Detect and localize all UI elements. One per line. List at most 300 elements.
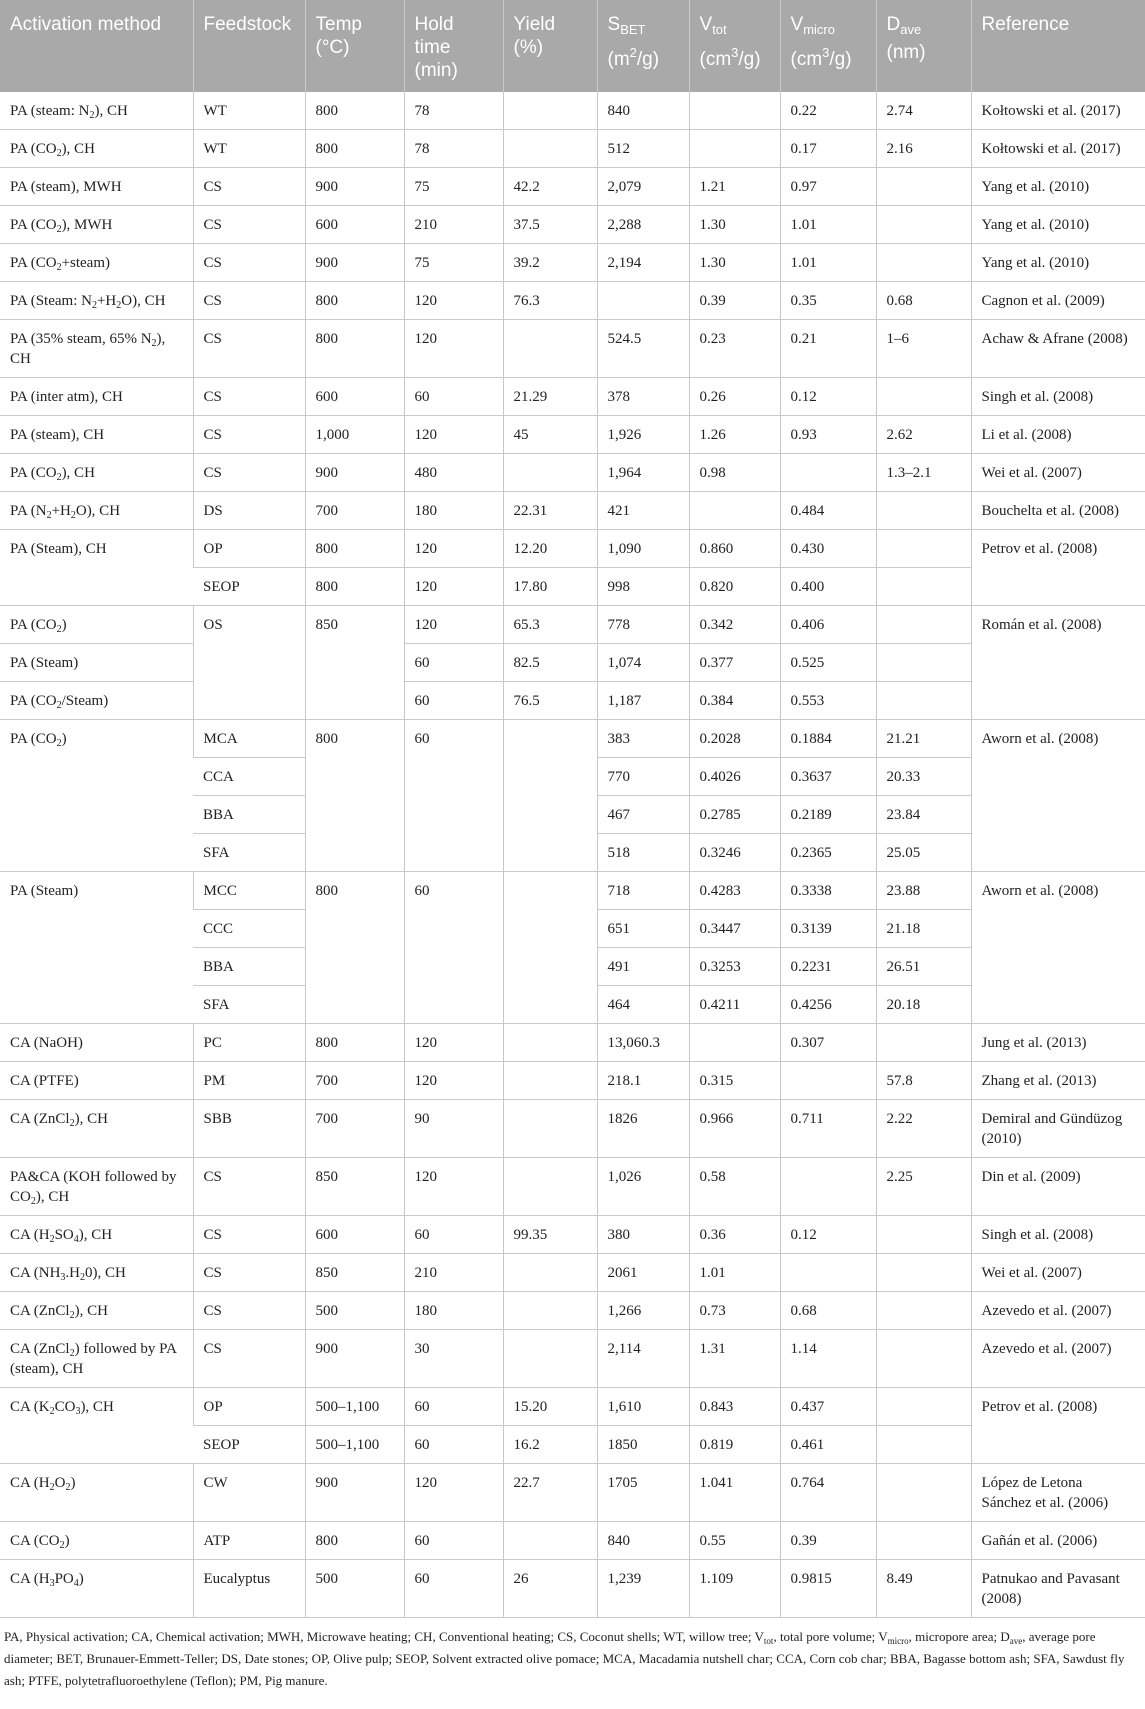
reference-cell: Petrov et al. (2008)	[971, 530, 1145, 606]
hold-time-cell: 60	[404, 1426, 503, 1464]
activation-method-cell: CA (ZnCl$_2$), CH	[0, 1100, 193, 1158]
hold-time-cell: 120	[404, 1158, 503, 1216]
sbet-cell: 464	[597, 986, 689, 1024]
temp-cell: 800	[305, 320, 404, 378]
temp-cell: 800	[305, 92, 404, 130]
temp-cell: 900	[305, 244, 404, 282]
hold-time-cell: 78	[404, 92, 503, 130]
hold-time-cell: 60	[404, 1216, 503, 1254]
yield-cell	[503, 454, 597, 492]
temp-cell: 800	[305, 1024, 404, 1062]
sbet-cell: 2061	[597, 1254, 689, 1292]
dave-cell	[876, 244, 971, 282]
reference-cell: Azevedo et al. (2007)	[971, 1330, 1145, 1388]
vtot-cell: 0.315	[689, 1062, 780, 1100]
vtot-cell: 0.2785	[689, 796, 780, 834]
hold-time-cell: 120	[404, 568, 503, 606]
temp-cell: 850	[305, 1158, 404, 1216]
sbet-cell: 2,288	[597, 206, 689, 244]
sbet-cell: 380	[597, 1216, 689, 1254]
vtot-cell: 0.843	[689, 1388, 780, 1426]
yield-cell	[503, 1100, 597, 1158]
vtot-cell: 0.966	[689, 1100, 780, 1158]
header-hold-time: Hold time (min)	[404, 0, 503, 92]
vtot-cell: 0.23	[689, 320, 780, 378]
yield-cell	[503, 1062, 597, 1100]
sbet-cell	[597, 282, 689, 320]
feedstock-cell: CS	[193, 320, 305, 378]
table-row	[0, 92, 1145, 130]
vtot-cell: 1.041	[689, 1464, 780, 1522]
table-row	[0, 1100, 1145, 1158]
vtot-cell: 0.36	[689, 1216, 780, 1254]
reference-cell: Wei et al. (2007)	[971, 1254, 1145, 1292]
hold-time-cell: 120	[404, 282, 503, 320]
temp-cell: 500	[305, 1560, 404, 1618]
activation-method-cell: CA (NaOH)	[0, 1024, 193, 1062]
header-feedstock: Feedstock	[193, 0, 305, 92]
header-temp: Temp (°C)	[305, 0, 404, 92]
yield-cell: 42.2	[503, 168, 597, 206]
header-vmicro: $V_{micro}$ $(cm^3/g)$	[780, 0, 876, 92]
table-row	[0, 206, 1145, 244]
vmicro-cell: 0.9815	[780, 1560, 876, 1618]
vtot-cell	[689, 130, 780, 168]
reference-cell: Yang et al. (2010)	[971, 244, 1145, 282]
vmicro-cell: 0.2231	[780, 948, 876, 986]
temp-cell: 800	[305, 720, 404, 872]
sbet-cell: 840	[597, 1522, 689, 1560]
temp-cell: 800	[305, 872, 404, 1024]
yield-cell	[503, 720, 597, 872]
feedstock-cell: CCC	[193, 910, 305, 948]
vtot-cell: 0.342	[689, 606, 780, 644]
temp-cell: 900	[305, 1330, 404, 1388]
reference-cell: Aworn et al. (2008)	[971, 872, 1145, 1024]
dave-cell	[876, 168, 971, 206]
temp-cell: 800	[305, 530, 404, 568]
vtot-cell: 0.73	[689, 1292, 780, 1330]
activation-method-cell: CA $(CO_2)$	[0, 1522, 193, 1560]
hold-time-cell: 60	[404, 644, 503, 682]
feedstock-cell: CS	[193, 416, 305, 454]
vtot-cell: 0.26	[689, 378, 780, 416]
vtot-cell: 0.4026	[689, 758, 780, 796]
yield-cell: 17.80	[503, 568, 597, 606]
vmicro-cell: 0.35	[780, 282, 876, 320]
feedstock-cell: SFA	[193, 986, 305, 1024]
temp-cell: 600	[305, 378, 404, 416]
header-vtot: $V_{tot}$ $(cm^3/g)$	[689, 0, 780, 92]
reference-cell: Jung et al. (2013)	[971, 1024, 1145, 1062]
feedstock-cell: Eucalyptus	[193, 1560, 305, 1618]
temp-cell: 800	[305, 1522, 404, 1560]
reference-cell: Petrov et al. (2008)	[971, 1388, 1145, 1464]
reference-cell: Azevedo et al. (2007)	[971, 1292, 1145, 1330]
yield-cell: 21.29	[503, 378, 597, 416]
activation-method-cell: PA $(CO_2)$, CH	[0, 454, 193, 492]
dave-cell	[876, 1388, 971, 1426]
reference-cell: Singh et al. (2008)	[971, 378, 1145, 416]
vtot-cell: 1.31	[689, 1330, 780, 1388]
hold-time-cell: 120	[404, 416, 503, 454]
dave-cell	[876, 1330, 971, 1388]
sbet-cell: 770	[597, 758, 689, 796]
sbet-cell: 1,964	[597, 454, 689, 492]
vtot-cell: 1.01	[689, 1254, 780, 1292]
vmicro-cell	[780, 1062, 876, 1100]
dave-cell	[876, 644, 971, 682]
dave-cell	[876, 1254, 971, 1292]
table-row	[0, 1216, 1145, 1254]
yield-cell	[503, 1292, 597, 1330]
table-row	[0, 1254, 1145, 1292]
yield-cell: 45	[503, 416, 597, 454]
table-row	[0, 282, 1145, 320]
dave-cell: 20.18	[876, 986, 971, 1024]
activation-method-cell: PA (Steam), CH	[0, 530, 193, 606]
vmicro-cell: 0.2189	[780, 796, 876, 834]
feedstock-cell: CS	[193, 206, 305, 244]
vmicro-cell	[780, 1158, 876, 1216]
reference-cell: Achaw & Afrane (2008)	[971, 320, 1145, 378]
dave-cell	[876, 206, 971, 244]
vtot-cell: 0.820	[689, 568, 780, 606]
temp-cell: 900	[305, 454, 404, 492]
dave-cell: 20.33	[876, 758, 971, 796]
vtot-cell: 0.3253	[689, 948, 780, 986]
sbet-cell: 1,187	[597, 682, 689, 720]
vtot-cell	[689, 492, 780, 530]
sbet-cell: 524.5	[597, 320, 689, 378]
dave-cell: 2.16	[876, 130, 971, 168]
dave-cell	[876, 1464, 971, 1522]
yield-cell	[503, 320, 597, 378]
sbet-cell: 651	[597, 910, 689, 948]
reference-cell: Wei et al. (2007)	[971, 454, 1145, 492]
vtot-cell: 0.4211	[689, 986, 780, 1024]
yield-cell: 12.20	[503, 530, 597, 568]
table-row	[0, 1464, 1145, 1522]
dave-cell: 57.8	[876, 1062, 971, 1100]
hold-time-cell: 90	[404, 1100, 503, 1158]
yield-cell: 16.2	[503, 1426, 597, 1464]
sbet-cell: 518	[597, 834, 689, 872]
reference-cell: Demiral and Gündüzog (2010)	[971, 1100, 1145, 1158]
header-activation-method: Activation method	[0, 0, 193, 92]
vmicro-cell: 0.1884	[780, 720, 876, 758]
yield-cell: 39.2	[503, 244, 597, 282]
sbet-cell: 1850	[597, 1426, 689, 1464]
activation-method-cell: PA $(CO_2)$	[0, 606, 193, 644]
hold-time-cell: 75	[404, 168, 503, 206]
table-row	[0, 168, 1145, 206]
temp-cell: 900	[305, 168, 404, 206]
table-row	[0, 416, 1145, 454]
vmicro-cell: 0.17	[780, 130, 876, 168]
reference-cell: Román et al. (2008)	[971, 606, 1145, 720]
dave-cell	[876, 492, 971, 530]
activation-method-cell: CA $(H_3PO_4)$	[0, 1560, 193, 1618]
temp-cell: 800	[305, 568, 404, 606]
table-row	[0, 1158, 1145, 1216]
yield-cell	[503, 1522, 597, 1560]
activation-method-cell: PA $(CO_2)$	[0, 720, 193, 872]
vmicro-cell	[780, 454, 876, 492]
temp-cell: 500–1,100	[305, 1426, 404, 1464]
hold-time-cell: 30	[404, 1330, 503, 1388]
temp-cell: 800	[305, 130, 404, 168]
activation-method-cell: PA (steam: $N_2$), CH	[0, 92, 193, 130]
feedstock-cell: CS	[193, 378, 305, 416]
reference-cell: Din et al. (2009)	[971, 1158, 1145, 1216]
sbet-cell: 1826	[597, 1100, 689, 1158]
activation-method-cell: PA (Steam)	[0, 872, 193, 1024]
header-reference: Reference	[971, 0, 1145, 92]
yield-cell	[503, 1254, 597, 1292]
vmicro-cell: 0.3338	[780, 872, 876, 910]
vmicro-cell: 0.406	[780, 606, 876, 644]
temp-cell: 700	[305, 1100, 404, 1158]
vtot-cell: 1.26	[689, 416, 780, 454]
feedstock-cell: CS	[193, 454, 305, 492]
vmicro-cell: 0.22	[780, 92, 876, 130]
hold-time-cell: 60	[404, 1560, 503, 1618]
sbet-cell: 383	[597, 720, 689, 758]
vmicro-cell: 0.484	[780, 492, 876, 530]
vtot-cell: 1.30	[689, 244, 780, 282]
sbet-cell: 2,079	[597, 168, 689, 206]
feedstock-cell: SFA	[193, 834, 305, 872]
hold-time-cell: 120	[404, 1464, 503, 1522]
dave-cell	[876, 606, 971, 644]
temp-cell: 700	[305, 492, 404, 530]
activation-method-cell: PA (Steam)	[0, 644, 193, 682]
dave-cell: 26.51	[876, 948, 971, 986]
dave-cell	[876, 530, 971, 568]
activation-method-cell: PA (35% steam, 65% $N_2$), CH	[0, 320, 193, 378]
yield-cell: 22.31	[503, 492, 597, 530]
feedstock-cell: CW	[193, 1464, 305, 1522]
vmicro-cell: 0.430	[780, 530, 876, 568]
sbet-cell: 467	[597, 796, 689, 834]
sbet-cell: 1,090	[597, 530, 689, 568]
vmicro-cell: 0.39	[780, 1522, 876, 1560]
reference-cell: López de Letona Sánchez et al. (2006)	[971, 1464, 1145, 1522]
feedstock-cell: SEOP	[193, 1426, 305, 1464]
yield-cell: 82.5	[503, 644, 597, 682]
vmicro-cell: 0.400	[780, 568, 876, 606]
header-sbet: $S_{BET}$ $(m^2/g)$	[597, 0, 689, 92]
temp-cell: 500	[305, 1292, 404, 1330]
temp-cell: 800	[305, 282, 404, 320]
activation-method-cell: PA&CA (KOH followed by $CO_2$), CH	[0, 1158, 193, 1216]
activation-method-cell: PA (steam), MWH	[0, 168, 193, 206]
table-row	[0, 1292, 1145, 1330]
reference-cell: Zhang et al. (2013)	[971, 1062, 1145, 1100]
vmicro-cell	[780, 1254, 876, 1292]
dave-cell: 0.68	[876, 282, 971, 320]
yield-cell	[503, 92, 597, 130]
dave-cell	[876, 568, 971, 606]
vtot-cell: 0.4283	[689, 872, 780, 910]
hold-time-cell: 60	[404, 378, 503, 416]
vmicro-cell: 0.21	[780, 320, 876, 378]
vmicro-cell: 1.14	[780, 1330, 876, 1388]
sbet-cell: 840	[597, 92, 689, 130]
vtot-cell: 0.55	[689, 1522, 780, 1560]
sbet-cell: 13,060.3	[597, 1024, 689, 1062]
hold-time-cell: 480	[404, 454, 503, 492]
table-body	[0, 92, 1145, 1618]
vmicro-cell: 0.2365	[780, 834, 876, 872]
sbet-cell: 1,074	[597, 644, 689, 682]
vmicro-cell: 0.711	[780, 1100, 876, 1158]
feedstock-cell: PC	[193, 1024, 305, 1062]
activation-method-cell: CA (ZnCl$_2$), CH	[0, 1292, 193, 1330]
feedstock-cell: BBA	[193, 796, 305, 834]
vtot-cell: 0.2028	[689, 720, 780, 758]
yield-cell: 76.5	[503, 682, 597, 720]
hold-time-cell: 78	[404, 130, 503, 168]
sbet-cell: 778	[597, 606, 689, 644]
table-row	[0, 454, 1145, 492]
feedstock-cell: CS	[193, 1292, 305, 1330]
feedstock-cell: PM	[193, 1062, 305, 1100]
temp-cell: 600	[305, 206, 404, 244]
vtot-cell: 0.58	[689, 1158, 780, 1216]
activation-method-cell: CA $(K_2CO_3)$, CH	[0, 1388, 193, 1464]
sbet-cell: 1,239	[597, 1560, 689, 1618]
reference-cell: Li et al. (2008)	[971, 416, 1145, 454]
feedstock-cell: OS	[193, 606, 305, 720]
vmicro-cell: 0.93	[780, 416, 876, 454]
dave-cell: 2.74	[876, 92, 971, 130]
feedstock-cell: OP	[193, 1388, 305, 1426]
temp-cell: 700	[305, 1062, 404, 1100]
reference-cell: Aworn et al. (2008)	[971, 720, 1145, 872]
yield-cell	[503, 130, 597, 168]
dave-cell: 23.88	[876, 872, 971, 910]
temp-cell: 900	[305, 1464, 404, 1522]
dave-cell: 25.05	[876, 834, 971, 872]
hold-time-cell: 210	[404, 1254, 503, 1292]
vmicro-cell: 0.461	[780, 1426, 876, 1464]
activation-method-cell: PA (Steam: $N_2+H_2O$), CH	[0, 282, 193, 320]
feedstock-cell: CS	[193, 1158, 305, 1216]
reference-cell: Bouchelta et al. (2008)	[971, 492, 1145, 530]
yield-cell	[503, 1158, 597, 1216]
vmicro-cell: 1.01	[780, 206, 876, 244]
vmicro-cell: 0.553	[780, 682, 876, 720]
vmicro-cell: 0.3139	[780, 910, 876, 948]
table-row	[0, 530, 1145, 568]
activation-method-cell: CA $(H_2SO_4)$, CH	[0, 1216, 193, 1254]
hold-time-cell: 120	[404, 1024, 503, 1062]
table-row	[0, 720, 1145, 758]
yield-cell	[503, 1330, 597, 1388]
hold-time-cell: 180	[404, 1292, 503, 1330]
temp-cell: 850	[305, 606, 404, 720]
hold-time-cell: 60	[404, 682, 503, 720]
feedstock-cell: CS	[193, 244, 305, 282]
hold-time-cell: 180	[404, 492, 503, 530]
vtot-cell: 1.21	[689, 168, 780, 206]
vtot-cell	[689, 92, 780, 130]
feedstock-cell: CS	[193, 282, 305, 320]
table-row	[0, 872, 1145, 910]
feedstock-cell: CS	[193, 168, 305, 206]
feedstock-cell: ATP	[193, 1522, 305, 1560]
feedstock-cell: OP	[193, 530, 305, 568]
hold-time-cell: 120	[404, 530, 503, 568]
vmicro-cell: 1.01	[780, 244, 876, 282]
vtot-cell: 1.109	[689, 1560, 780, 1618]
reference-cell: Yang et al. (2010)	[971, 168, 1145, 206]
activation-method-cell: PA $(CO_2)$, CH	[0, 130, 193, 168]
vmicro-cell: 0.764	[780, 1464, 876, 1522]
yield-cell: 65.3	[503, 606, 597, 644]
activation-method-cell: PA (steam), CH	[0, 416, 193, 454]
dave-cell	[876, 378, 971, 416]
vtot-cell: 1.30	[689, 206, 780, 244]
activation-method-cell: CA $(H_2O_2)$	[0, 1464, 193, 1522]
dave-cell	[876, 1292, 971, 1330]
table-row	[0, 1330, 1145, 1388]
activation-method-cell: PA (inter atm), CH	[0, 378, 193, 416]
vtot-cell: 0.819	[689, 1426, 780, 1464]
sbet-cell: 1,610	[597, 1388, 689, 1426]
feedstock-cell: SEOP	[193, 568, 305, 606]
dave-cell: 1–6	[876, 320, 971, 378]
reference-cell: Gañán et al. (2006)	[971, 1522, 1145, 1560]
activation-method-cell: PA $(N_2+H_2O)$, CH	[0, 492, 193, 530]
reference-cell: Patnukao and Pavasant (2008)	[971, 1560, 1145, 1618]
yield-cell: 26	[503, 1560, 597, 1618]
sbet-cell: 512	[597, 130, 689, 168]
temp-cell: 850	[305, 1254, 404, 1292]
vtot-cell: 0.3447	[689, 910, 780, 948]
header-dave: $D_{ave}$ (nm)	[876, 0, 971, 92]
hold-time-cell: 60	[404, 1388, 503, 1426]
activation-method-cell: CA (PTFE)	[0, 1062, 193, 1100]
feedstock-cell: BBA	[193, 948, 305, 986]
table-row	[0, 606, 1145, 644]
table-row	[0, 492, 1145, 530]
feedstock-cell: CS	[193, 1216, 305, 1254]
reference-cell: Singh et al. (2008)	[971, 1216, 1145, 1254]
table-row	[0, 130, 1145, 168]
feedstock-cell: CCA	[193, 758, 305, 796]
header-yield: Yield (%)	[503, 0, 597, 92]
activation-method-cell: PA $(CO_2+steam)$	[0, 244, 193, 282]
activation-method-cell: PA $(CO_2/Steam)$	[0, 682, 193, 720]
dave-cell: 2.22	[876, 1100, 971, 1158]
feedstock-cell: MCA	[193, 720, 305, 758]
feedstock-cell: DS	[193, 492, 305, 530]
feedstock-cell: WT	[193, 130, 305, 168]
reference-cell: Cagnon et al. (2009)	[971, 282, 1145, 320]
table-row	[0, 1062, 1145, 1100]
temp-cell: 1,000	[305, 416, 404, 454]
temp-cell: 600	[305, 1216, 404, 1254]
hold-time-cell: 120	[404, 320, 503, 378]
dave-cell	[876, 1216, 971, 1254]
dave-cell: 2.25	[876, 1158, 971, 1216]
feedstock-cell: WT	[193, 92, 305, 130]
feedstock-cell: SBB	[193, 1100, 305, 1158]
vmicro-cell: 0.4256	[780, 986, 876, 1024]
